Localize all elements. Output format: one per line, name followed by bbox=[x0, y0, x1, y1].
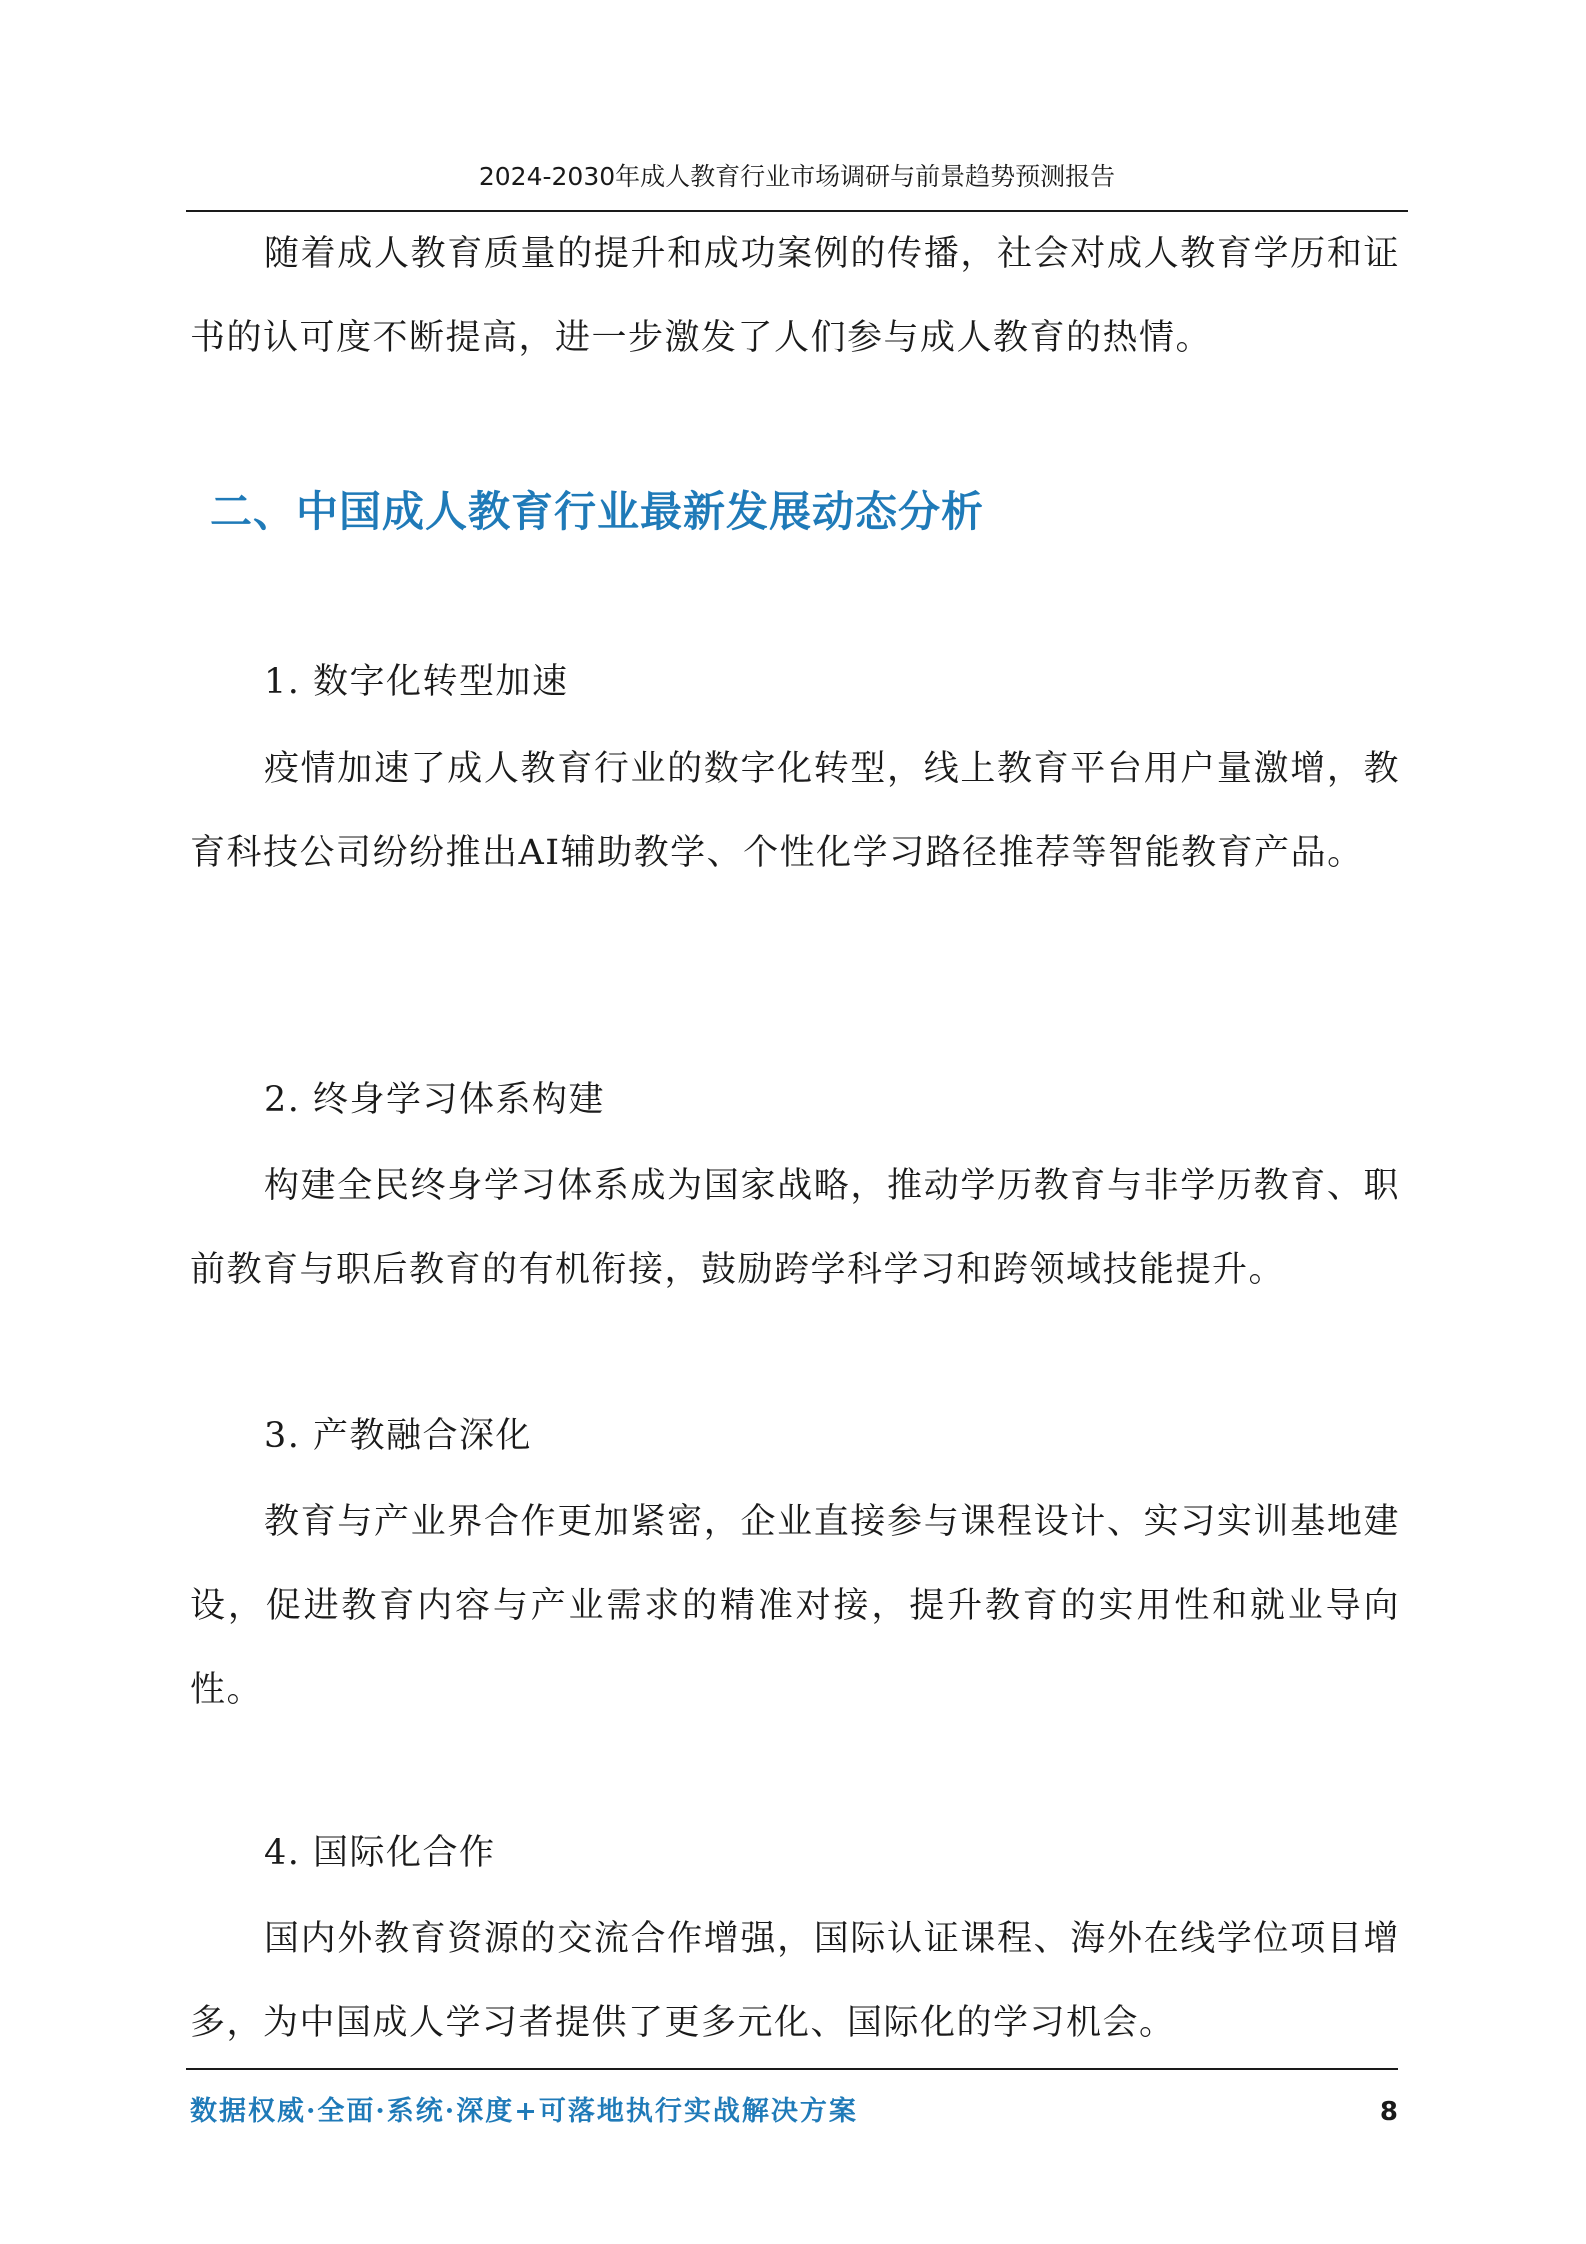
page-number: 8 bbox=[1379, 2097, 1398, 2127]
item-body: 教育与产业界合作更加紧密，企业直接参与课程设计、实习实训基地建设，促进教育内容与产业需求的精准对接，提升教育的实用性和就业导向性。 bbox=[190, 1502, 1400, 1710]
item-body: 构建全民终身学习体系成为国家战略，推动学历教育与非学历教育、职前教育与职后教育的有机衔接，鼓励跨学科学习和跨领域技能提升。 bbox=[190, 1166, 1400, 1290]
intro-paragraph: 随着成人教育质量的提升和成功案例的传播，社会对成人教育学历和证书的认可度不断提高，进一步激发了人们参与成人教育的热情。 bbox=[190, 234, 1400, 358]
footer-slogan: 数据权威·全面·系统·深度+可落地执行实战解决方案 bbox=[190, 2096, 858, 2127]
item-heading: 1. 数字化转型加速 bbox=[264, 662, 569, 702]
footer-divider bbox=[186, 2068, 1398, 2070]
report-title: 2024-2030年成人教育行业市场调研与前景趋势预测报告 bbox=[478, 162, 1116, 191]
item-heading: 4. 国际化合作 bbox=[264, 1833, 496, 1873]
section-title: 二、中国成人教育行业最新发展动态分析 bbox=[210, 487, 985, 536]
item-body: 国内外教育资源的交流合作增强，国际认证课程、海外在线学位项目增多，为中国成人学习者提供了更多元化、国际化的学习机会。 bbox=[190, 1919, 1400, 2043]
item-body: 疫情加速了成人教育行业的数字化转型，线上教育平台用户量激增，教育科技公司纷纷推出AI辅助教学、个性化学习路径推荐等智能教育产品。 bbox=[190, 749, 1400, 873]
item-heading: 2. 终身学习体系构建 bbox=[264, 1080, 606, 1120]
item-heading: 3. 产教融合深化 bbox=[264, 1416, 533, 1456]
